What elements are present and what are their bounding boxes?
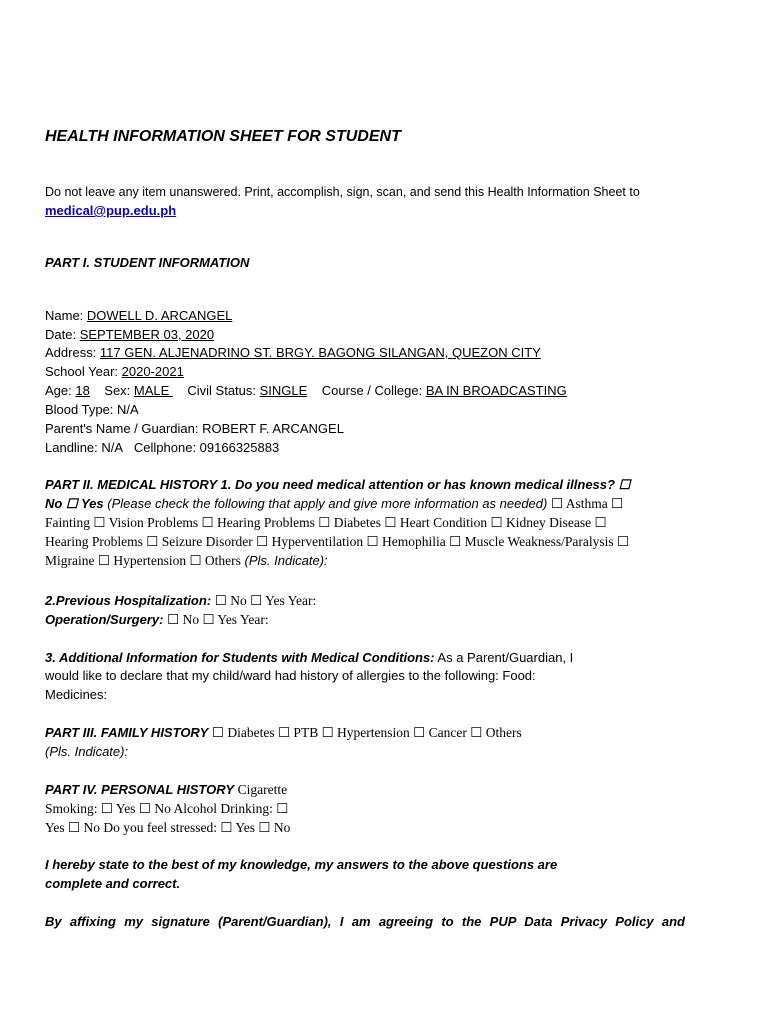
- privacy-statement: By affixing my signature (Parent/Guardian), I am agreeing to the PUP Data Privacy Policy and: [45, 914, 685, 929]
- conditions-row-2: Hearing Problems ☐ Seizure Disorder ☐ Hyperventilation ☐ Hemophilia ☐ Muscle Weakness/Paralysis ☐: [45, 534, 630, 549]
- date-value: SEPTEMBER 03, 2020: [79, 327, 215, 342]
- conditions-row-3: [45, 553, 328, 569]
- additional-info-line: [45, 650, 573, 666]
- civil-status-label: Civil Status:: [187, 383, 260, 398]
- instructions-text: Do not leave any item unanswered. Print, accomplish, sign, scan, and send this Health Information Sheet to: [45, 185, 640, 199]
- cellphone-text: Cellphone: 09166325883: [133, 440, 280, 455]
- part4-heading: PART IV. PERSONAL HISTORY: [45, 782, 235, 797]
- sex-value: MALE: [133, 383, 173, 398]
- conditions-row-1: Fainting ☐ Vision Problems ☐ Hearing Problems ☐ Diabetes ☐ Heart Condition ☐ Kidney Disease ☐: [45, 515, 607, 530]
- stress-line: Yes ☐ No Do you feel stressed: ☐ Yes ☐ No: [45, 820, 291, 835]
- family-history-options: ☐ Diabetes ☐ PTB ☐ Hypertension ☐ Cancer ☐ Others: [211, 725, 522, 740]
- school-year-line: [45, 364, 184, 380]
- school-year-value: 2020-2021: [121, 364, 184, 379]
- course-label: Course / College:: [321, 383, 426, 398]
- declaration-line-1: I hereby state to the best of my knowledge, my answers to the above questions are: [45, 857, 558, 872]
- civil-status-value: SINGLE: [259, 383, 308, 398]
- personal-history-line: [45, 782, 287, 798]
- medicines-line: Medicines:: [45, 687, 108, 702]
- age-label: Age:: [45, 383, 76, 398]
- address-line: [45, 345, 541, 361]
- date-label: Date:: [45, 327, 80, 342]
- date-line: [45, 327, 214, 343]
- age-sex-line: [45, 383, 567, 399]
- landline-text: Landline: N/A: [45, 440, 124, 455]
- no-yes-options: No ☐ Yes: [45, 496, 104, 511]
- allergies-line: would like to declare that my child/ward had history of allergies to the following: Food:: [45, 668, 536, 683]
- hospitalization-label: 2.Previous Hospitalization:: [45, 593, 212, 608]
- name-value: DOWELL D. ARCANGEL: [86, 308, 233, 323]
- part1-heading: PART I. STUDENT INFORMATION: [45, 255, 250, 270]
- hospitalization-line: [45, 593, 316, 609]
- parent-line: Parent's Name / Guardian: ROBERT F. ARCANGEL: [45, 421, 344, 436]
- declaration-line-2: complete and correct.: [45, 876, 181, 891]
- page-title: HEALTH INFORMATION SHEET FOR STUDENT: [45, 128, 401, 145]
- family-history-line: [45, 725, 522, 741]
- address-value: 117 GEN. ALJENADRINO ST. BRGY. BAGONG SILANGAN, QUEZON CITY: [99, 345, 541, 360]
- additional-info-text: As a Parent/Guardian, I: [437, 650, 574, 665]
- course-value: BA IN BROADCASTING: [425, 383, 567, 398]
- blood-type-line: Blood Type: N/A: [45, 402, 139, 417]
- school-year-label: School Year:: [45, 364, 122, 379]
- asthma-option: ☐ Asthma ☐: [550, 496, 624, 511]
- part3-heading: PART III. FAMILY HISTORY: [45, 725, 209, 740]
- part2-heading: PART II. MEDICAL HISTORY 1. Do you need medical attention or has known medical illness? ☐: [45, 477, 631, 492]
- address-label: Address:: [45, 345, 100, 360]
- smoking-line: Smoking: ☐ Yes ☐ No Alcohol Drinking: ☐: [45, 801, 289, 816]
- surgery-label: Operation/Surgery:: [45, 612, 164, 627]
- email-link[interactable]: medical@pup.edu.ph: [45, 203, 177, 218]
- others-indicate: (Pls. Indicate):: [244, 553, 328, 568]
- cigarette-text: Cigarette: [237, 782, 288, 797]
- name-label: Name:: [45, 308, 87, 323]
- surgery-line: [45, 612, 269, 628]
- phone-line: [45, 440, 279, 456]
- additional-info-label: 3. Additional Information for Students with Medical Conditions:: [45, 650, 435, 665]
- part2-line2: [45, 496, 623, 512]
- hospitalization-options: ☐ No ☐ Yes Year:: [214, 593, 317, 608]
- surgery-options: ☐ No ☐ Yes Year:: [167, 612, 269, 627]
- conditions-row-3-options: Migraine ☐ Hypertension ☐ Others: [45, 553, 241, 568]
- sex-label: Sex:: [104, 383, 134, 398]
- family-history-indicate: (Pls. Indicate):: [45, 744, 129, 759]
- age-value: 18: [75, 383, 90, 398]
- part2-hint: (Please check the following that apply and give more information as needed): [107, 496, 548, 511]
- name-line: [45, 308, 232, 324]
